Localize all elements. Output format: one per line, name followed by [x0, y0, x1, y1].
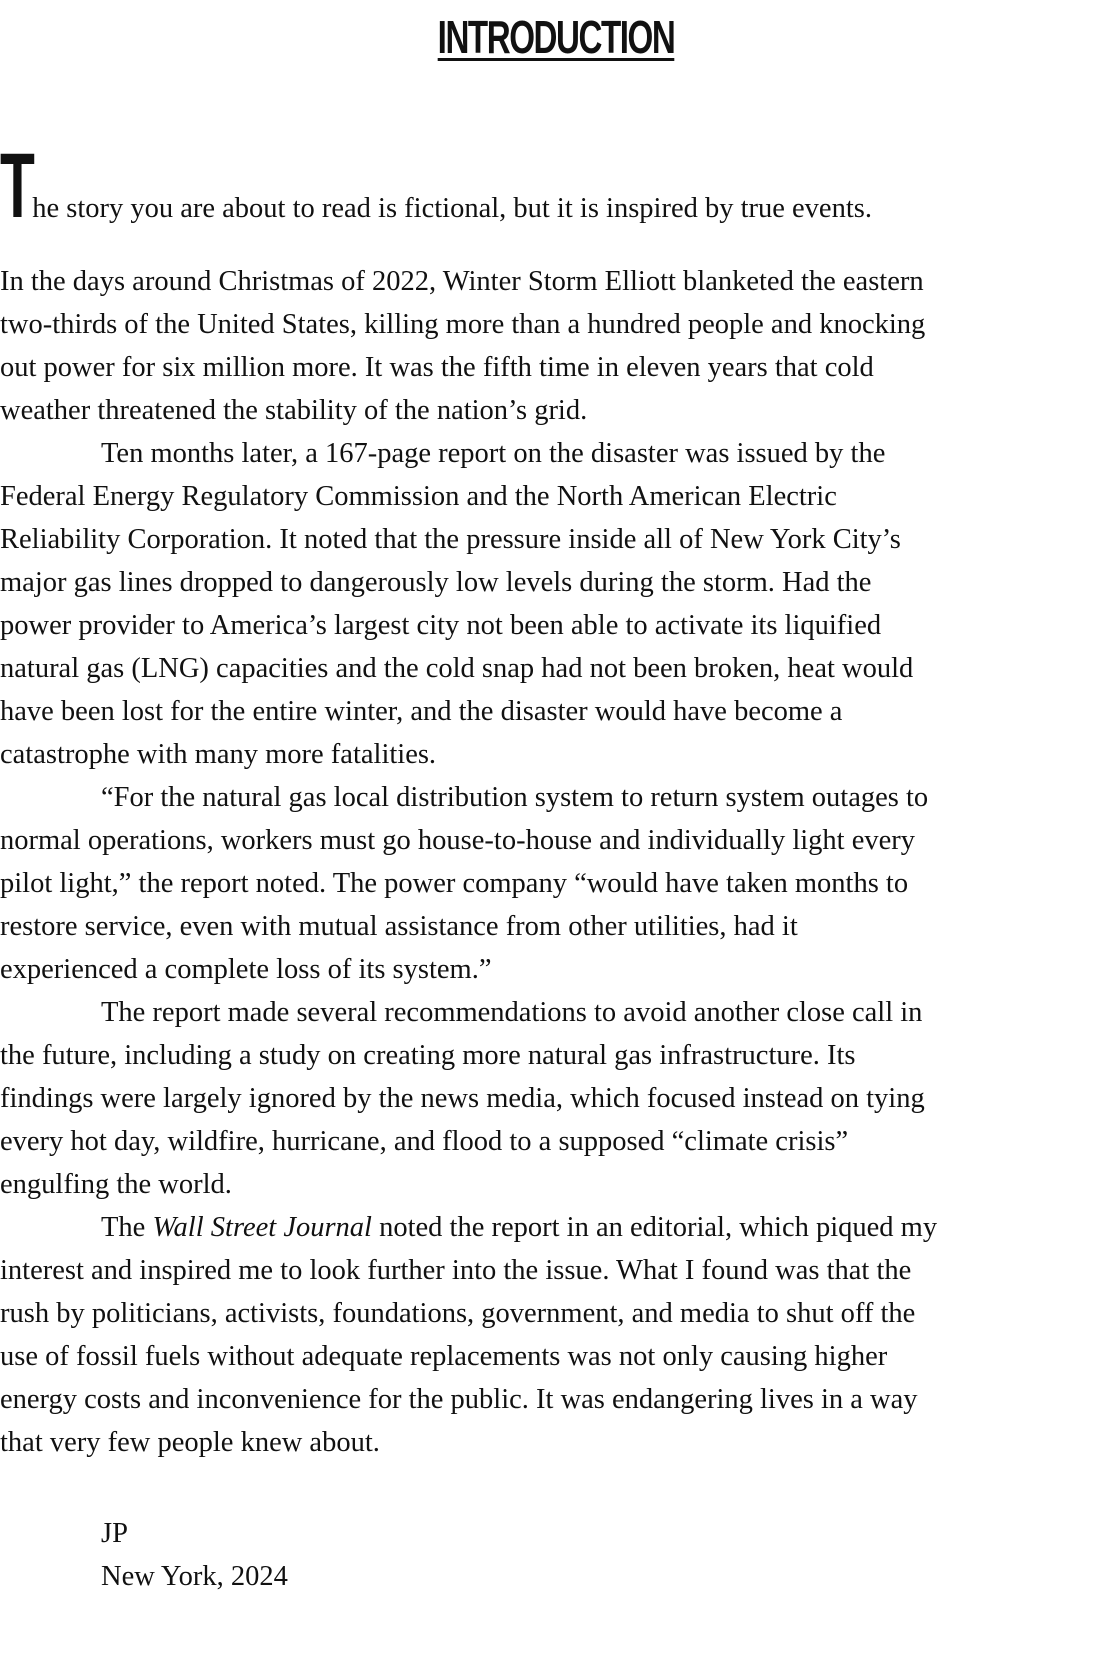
chapter-title: INTRODUCTION: [437, 11, 675, 63]
text-line: weather threatened the stability of the nation’s grid.: [0, 395, 588, 426]
publication-title: Wall Street Journal: [152, 1212, 372, 1243]
text-line: two-thirds of the United States, killing more than a hundred people and knocking: [0, 309, 926, 340]
body-text: [0, 260, 937, 1464]
paragraph: [0, 1206, 937, 1464]
text-line: “For the natural gas local distribution system to return system outages to: [101, 782, 929, 813]
text-line: The report made several recommendations to avoid another close call in: [101, 997, 923, 1028]
text-line: interest and inspired me to look further into the issue. What I found was that the: [0, 1255, 912, 1286]
signature-initials: JP: [101, 1518, 128, 1549]
text-line: use of fossil fuels without adequate replacements was not only causing higher: [0, 1341, 888, 1372]
text-line: Reliability Corporation. It noted that the pressure inside all of New York City’s: [0, 524, 901, 555]
opening-line: [0, 135, 872, 237]
text-line: have been lost for the entire winter, and the disaster would have become a: [0, 696, 843, 727]
opening-text: he story you are about to read is fictional, but it is inspired by true events.: [32, 193, 872, 224]
text-line: every hot day, wildfire, hurricane, and flood to a supposed “climate crisis”: [0, 1126, 849, 1157]
text-line: findings were largely ignored by the news media, which focused instead on tying: [0, 1083, 925, 1114]
text-line: power provider to America’s largest city not been able to activate its liquified: [0, 610, 882, 641]
paragraph: [0, 776, 937, 991]
text-line: major gas lines dropped to dangerously low levels during the storm. Had the: [0, 567, 872, 598]
paragraph: [0, 260, 937, 432]
text-line: experienced a complete loss of its system.”: [0, 954, 492, 985]
text-line: catastrophe with many more fatalities.: [0, 739, 437, 770]
drop-cap: T: [0, 135, 35, 237]
signature-place-date: New York, 2024: [101, 1561, 288, 1592]
text-line: restore service, even with mutual assistance from other utilities, had it: [0, 911, 798, 942]
paragraph: [0, 991, 937, 1206]
text-line: the future, including a study on creating more natural gas infrastructure. Its: [0, 1040, 856, 1071]
text-line: Ten months later, a 167-page report on the disaster was issued by the: [101, 438, 886, 469]
paragraph: [0, 432, 937, 776]
text-line: out power for six million more. It was the fifth time in eleven years that cold: [0, 352, 874, 383]
text-line: natural gas (LNG) capacities and the cold snap had not been broken, heat would: [0, 653, 914, 684]
text-line: In the days around Christmas of 2022, Winter Storm Elliott blanketed the eastern: [0, 266, 924, 297]
signature: [101, 1512, 288, 1598]
text-line: energy costs and inconvenience for the public. It was endangering lives in a way: [0, 1384, 918, 1415]
text-line: rush by politicians, activists, foundations, government, and media to shut off the: [0, 1298, 916, 1329]
text-line: The Wall Street Journal noted the report in an editorial, which piqued my: [101, 1212, 938, 1243]
text-line: normal operations, workers must go house-to-house and individually light every: [0, 825, 915, 856]
opening-paragraph: [0, 135, 872, 237]
text-line: Federal Energy Regulatory Commission and the North American Electric: [0, 481, 837, 512]
text-line: that very few people knew about.: [0, 1427, 380, 1458]
text-line: engulfing the world.: [0, 1169, 232, 1200]
text-line: pilot light,” the report noted. The power company “would have taken months to: [0, 868, 909, 899]
